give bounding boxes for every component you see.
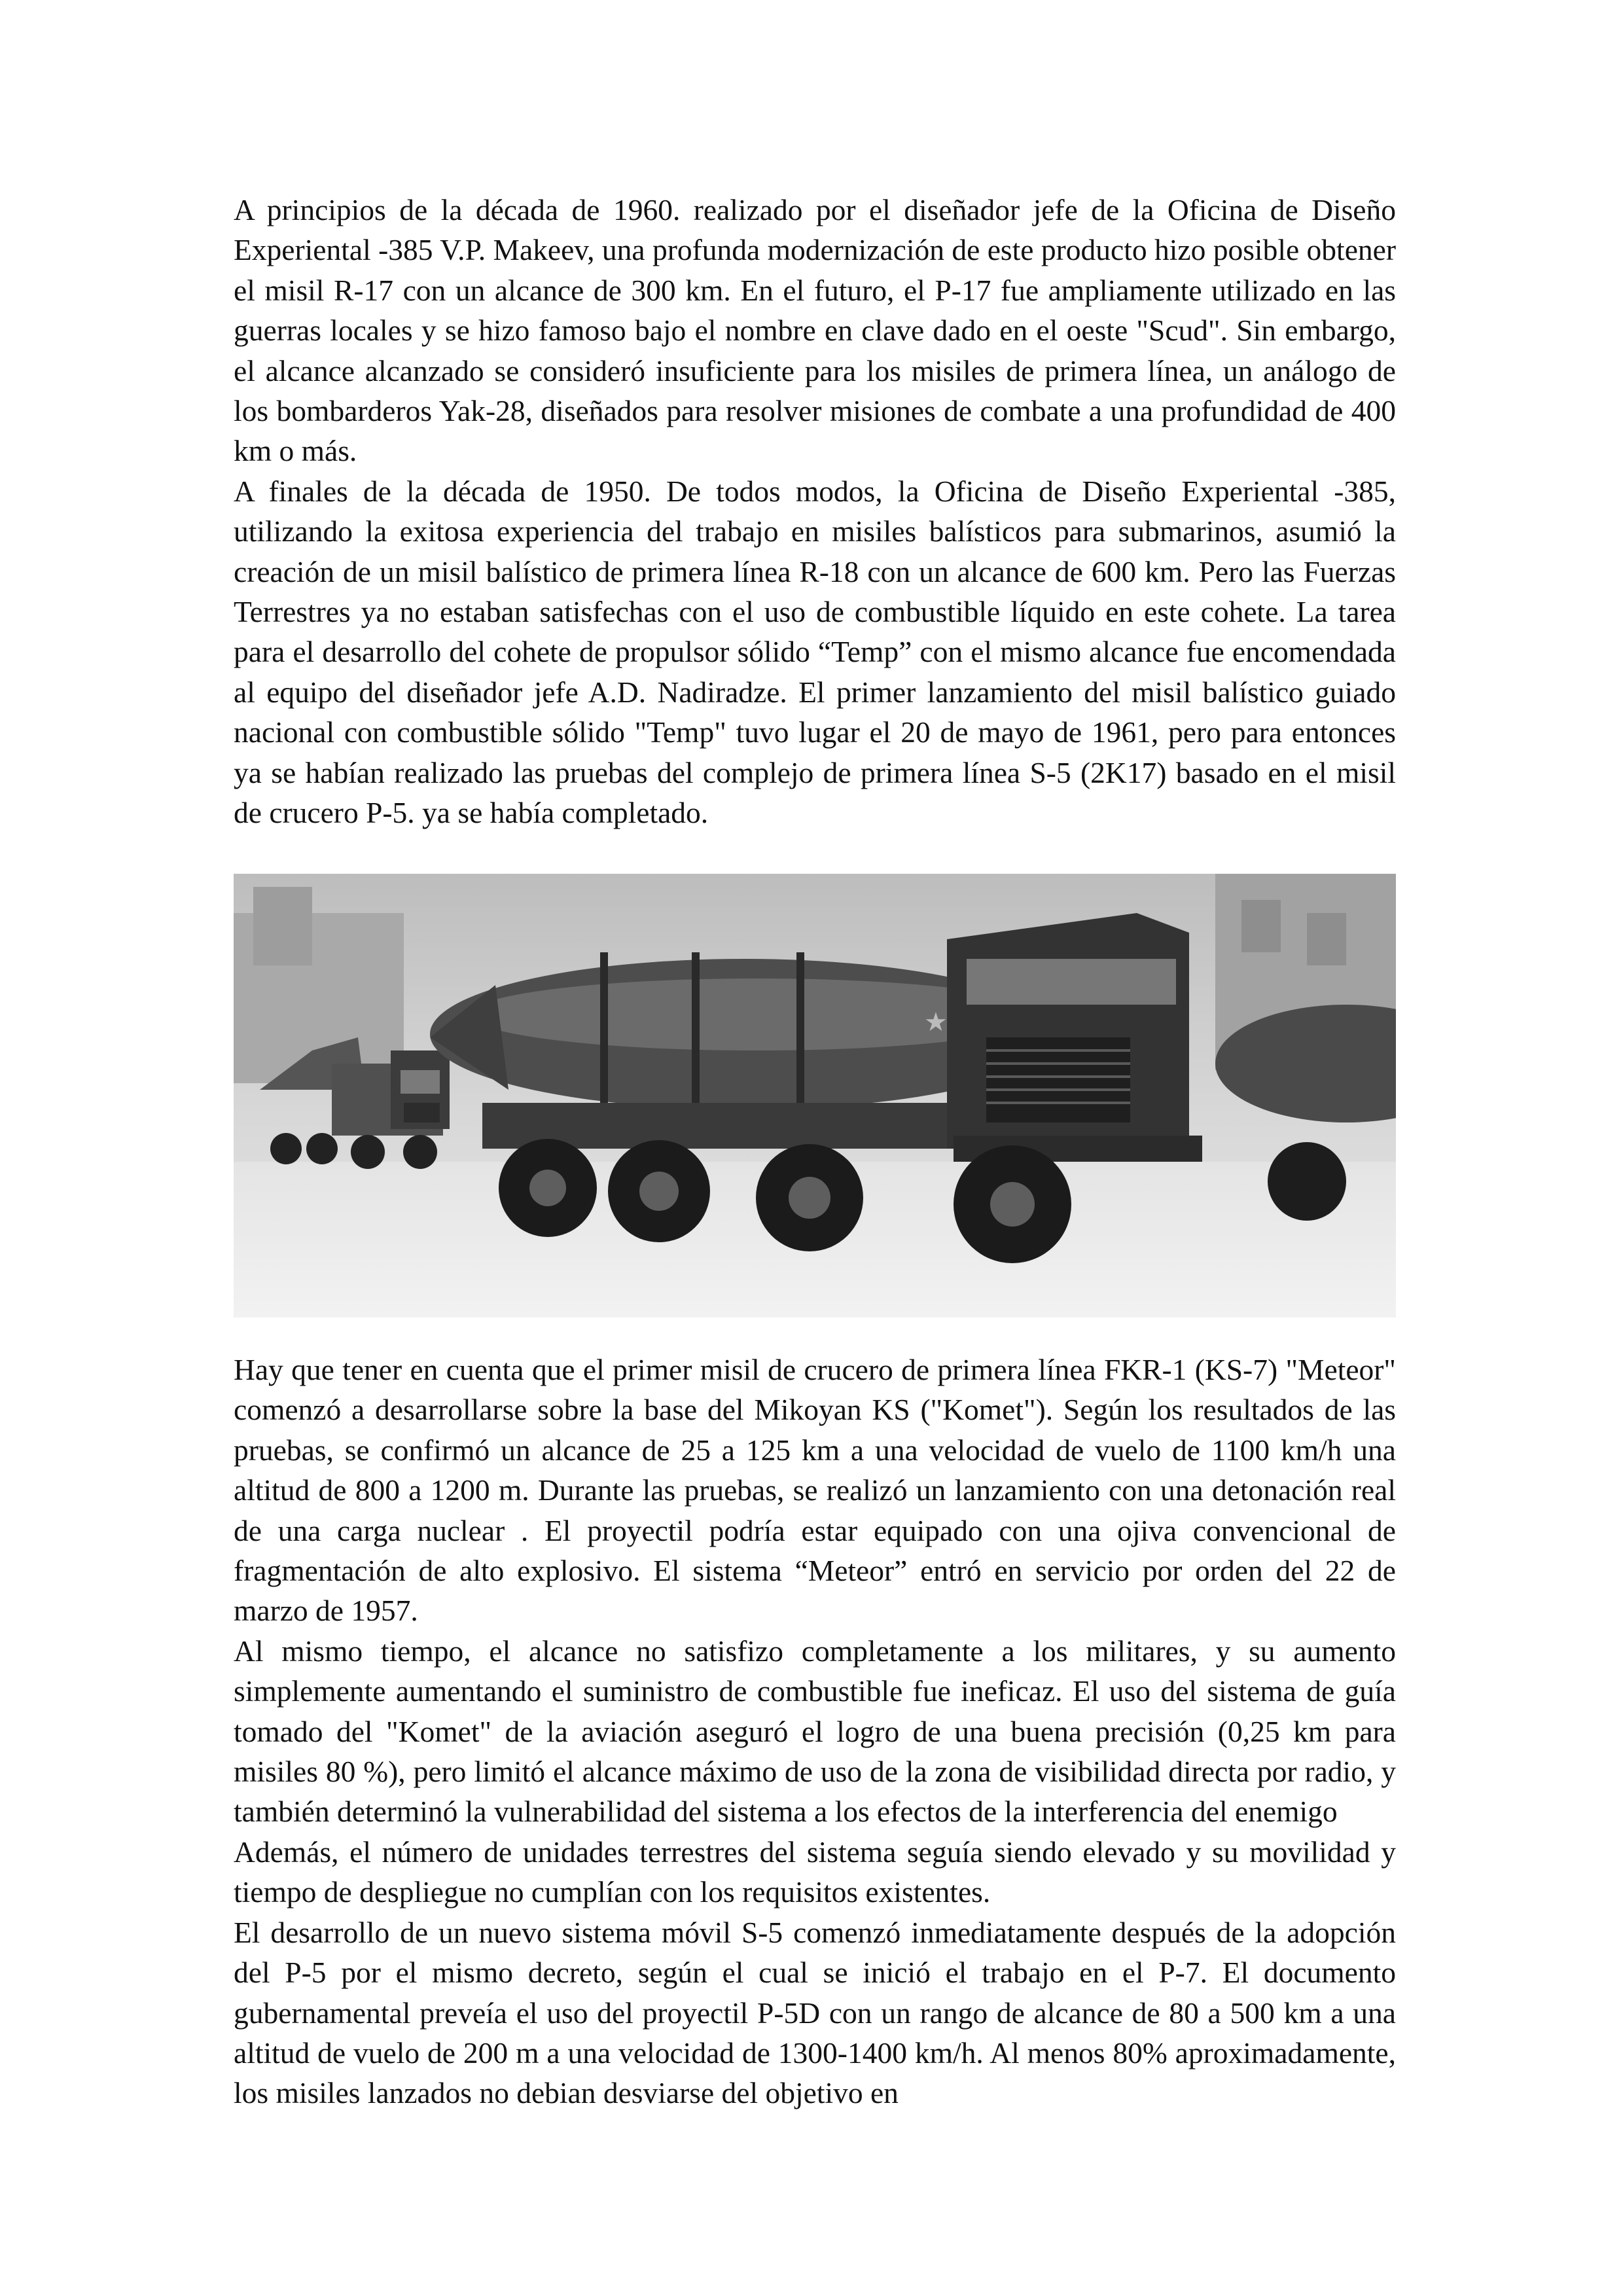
paragraph: El desarrollo de un nuevo sistema móvil S-5 comenzó inmediatamente después de la adopción del P-5 por el mismo decreto, según el cual se inició el trabajo en el P-7. El documento gubernamental preveía el uso del proyectil P-5D con un rango de alcance de 80 a 500 km a una altitud de vuelo de 200 m a una velocidad de 1300-1400 km/h. Al menos 80% aproximadamente, los misiles lanzados no debian desviarse del objetivo en [234, 1915, 1396, 2110]
photo-missile-trucks [234, 874, 1396, 1318]
paragraph: Hay que tener en cuenta que el primer misil de crucero de primera línea FKR-1 (KS-7) "Meteor" comenzó a desarrollarse sobre la base del Mikoyan KS ("Komet"). Según los resultados de las pruebas, se confirmó un alcance de 25 a 125 km a una velocidad de vuelo de 1100 km/h una altitud de 800 a 1200 m. Durante las pruebas, se realizó un lanzamiento con una detonación real de una carga nuclear . El proyectil podría estar equipado con una ojiva convencional de fragmentación de alto explosivo. El sistema “Meteor” entró en servicio por orden del 22 de marzo de 1957. [234, 1353, 1396, 1628]
text-block-bottom [234, 1350, 1396, 2113]
photo-missile-transport-trucks-icon [234, 874, 1396, 1318]
paragraph: Al mismo tiempo, el alcance no satisfizo completamente a los militares, y su aumento simplemente aumentando el suministro de combustible fue ineficaz. El uso del sistema de guía tomado del "Komet" de la aviación aseguró el logro de una buena precisión (0,25 km para misiles 80 %), pero limitó el alcance máximo de uso de la zona de visibilidad directa por radio, y también determinó la vulnerabilidad del sistema a los efectos de la interferencia del enemigo [234, 1634, 1396, 1829]
paragraph: Además, el número de unidades terrestres del sistema seguía siendo elevado y su movilidad y tiempo de despliegue no cumplían con los requisitos existentes. [234, 1835, 1396, 1909]
svg-text:★: ★ [924, 1007, 948, 1037]
text-block-top [234, 190, 1396, 833]
paragraph: A finales de la década de 1950. De todos modos, la Oficina de Diseño Experiental -385, utilizando la exitosa experiencia del trabajo en misiles balísticos para submarinos, asumió la creación de un misil balístico de primera línea R-18 con un alcance de 600 km. Pero las Fuerzas Terrestres ya no estaban satisfechas con el uso de combustible líquido en este cohete. La tarea para el desarrollo del cohete de propulsor sólido “Temp” con el mismo alcance fue encomendada al equipo del diseñador jefe A.D. Nadiradze. El primer lanzamiento del misil balístico guiado nacional con combustible sólido "Temp" tuvo lugar el 20 de mayo de 1961, pero para entonces ya se habían realizado las pruebas del complejo de primera línea S-5 (2K17) basado en el misil de crucero P-5. ya se había completado. [234, 474, 1396, 830]
paragraph: A principios de la década de 1960. realizado por el diseñador jefe de la Oficina de Diseño Experiental -385 V.P. Makeev, una profunda modernización de este producto hizo posible obtener el misil R-17 con un alcance de 300 km. En el futuro, el P-17 fue ampliamente utilizado en las guerras locales y se hizo famoso bajo el nombre en clave dado en el oeste "Scud". Sin embargo, el alcance alcanzado se consideró insuficiente para los misiles de primera línea, un análogo de los bombarderos Yak-28, diseñados para resolver misiones de combate a una profundidad de 400 km o más. [234, 193, 1396, 468]
